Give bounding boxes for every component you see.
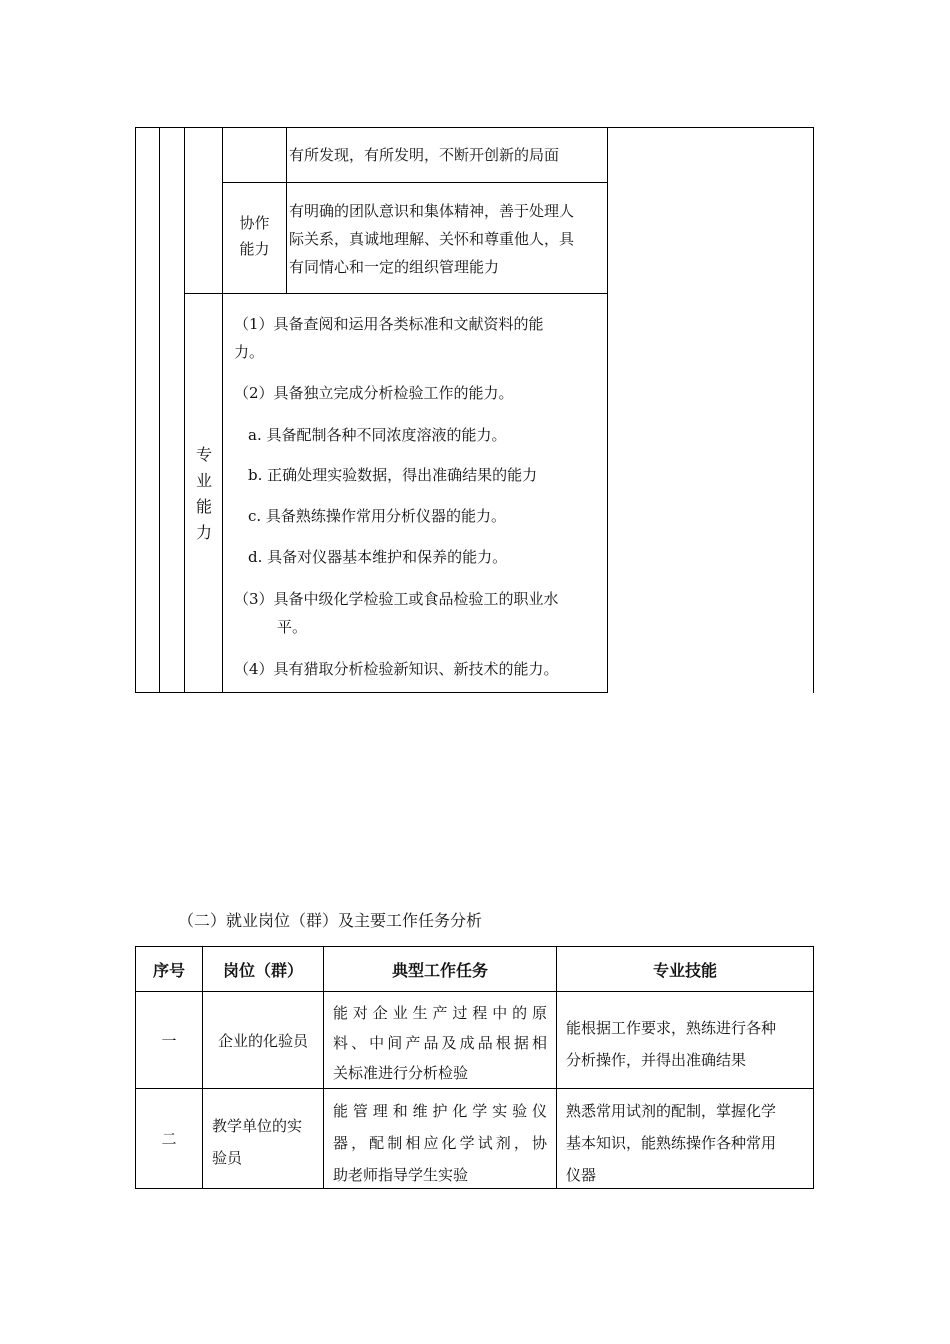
- row-1-task-line: 关标准进行分析检验: [333, 1064, 469, 1082]
- prof-label-char: 能: [195, 497, 212, 516]
- col-line: [135, 127, 136, 693]
- row-1-skill-line: 分析操作，并得出准确结果: [566, 1051, 747, 1069]
- row-2-skill-line: 基本知识，能熟练操作各种常用: [566, 1134, 777, 1152]
- col-line: [286, 127, 287, 294]
- header-skill: 专业技能: [652, 960, 717, 980]
- col-line: [813, 127, 814, 693]
- prof-label-char: 业: [195, 471, 212, 490]
- prof-item-3b: 平。: [277, 618, 308, 636]
- header-post: 岗位（群）: [222, 960, 303, 980]
- table-border-top: [135, 127, 814, 128]
- row-2-task-line: 器，配制相应化学试剂，协: [333, 1134, 547, 1152]
- row-1-skill-line: 能根据工作要求，熟练进行各种: [566, 1019, 777, 1037]
- prof-item-2: （2）具备独立完成分析检验工作的能力。: [234, 384, 514, 402]
- collab-line-2: 际关系，真诚地理解、关怀和尊重他人，具: [289, 230, 575, 248]
- prof-item-d: d. 具备对仪器基本维护和保养的能力。: [248, 548, 508, 566]
- prof-item-a: a. 具备配制各种不同浓度溶液的能力。: [248, 426, 507, 444]
- prof-item-1a: （1）具备查阅和运用各类标准和文献资料的能: [234, 315, 544, 333]
- header-no: 序号: [152, 960, 185, 980]
- prof-item-4: （4）具有猎取分析检验新知识、新技术的能力。: [234, 660, 559, 678]
- row-divider: [184, 293, 608, 294]
- prof-label-char: 力: [195, 523, 212, 542]
- row-divider: [222, 182, 608, 183]
- prof-label-char: 专: [195, 445, 212, 464]
- row-1-no: 一: [161, 1031, 177, 1050]
- col-line: [607, 127, 608, 693]
- innovation-content: 有所发现，有所发明，不断开创新的局面: [289, 146, 560, 164]
- row-2-task-line: 助老师指导学生实验: [333, 1166, 469, 1184]
- col-line: [813, 946, 814, 1189]
- row-2-post-line: 教学单位的实: [212, 1117, 303, 1135]
- table-border-bottom: [135, 1188, 814, 1189]
- col-line: [159, 127, 160, 693]
- collab-label: 协作 能力: [239, 214, 270, 258]
- row-2-no: 二: [161, 1130, 177, 1148]
- prof-item-3a: （3）具备中级化学检验工或食品检验工的职业水: [234, 590, 559, 608]
- row-1-task-line: 能对企业生产过程中的原: [333, 1004, 547, 1022]
- header-task: 典型工作任务: [391, 960, 488, 980]
- prof-item-c: c. 具备熟练操作常用分析仪器的能力。: [248, 507, 506, 525]
- collab-line-1: 有明确的团队意识和集体精神，善于处理人: [289, 202, 575, 220]
- row-2-skill-line: 仪器: [566, 1166, 597, 1184]
- col-line: [184, 127, 185, 693]
- row-divider: [135, 1088, 814, 1089]
- section-title: （二）就业岗位（群）及主要工作任务分析: [178, 911, 483, 930]
- row-1-task-line: 料、中间产品及成品根据相: [333, 1034, 547, 1052]
- collab-line-3: 有同情心和一定的组织管理能力: [289, 258, 500, 276]
- row-1-post: 企业的化验员: [217, 1031, 308, 1050]
- row-2-skill-line: 熟悉常用试剂的配制，掌握化学: [566, 1102, 777, 1120]
- prof-item-b: b. 正确处理实验数据，得出准确结果的能力: [248, 466, 538, 484]
- table-border-bottom: [135, 692, 608, 693]
- row-2-post-line: 验员: [212, 1149, 243, 1167]
- prof-item-1b: 力。: [234, 343, 265, 361]
- row-2-task-line: 能管理和维护化学实验仪: [333, 1102, 547, 1120]
